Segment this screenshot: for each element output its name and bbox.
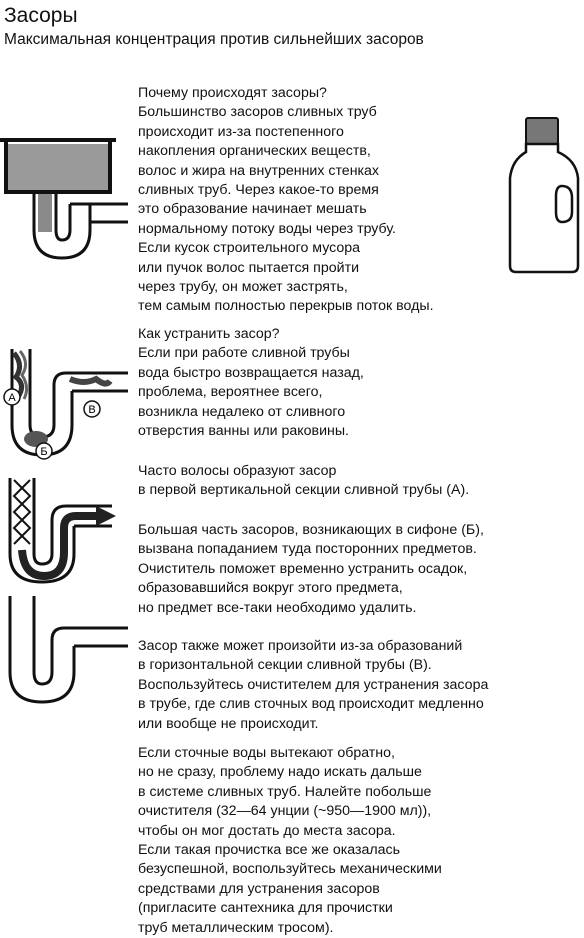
paragraph-line: Если такая прочистка все же оказалась [138,842,401,859]
paragraph-line: возникла недалеко от сливного [138,403,346,420]
paragraph-line: Большинство засоров сливных труб [138,104,377,121]
paragraph-line: Как устранить засор? [138,326,280,342]
paragraph-line: вызвана попаданием туда посторонних предметов. [138,541,477,558]
label-b: Б [40,446,48,458]
paragraph-line: это образование начинает мешать [138,201,367,218]
paragraph-line: накопления органических веществ, [138,143,371,160]
paragraph-line: но не сразу, проблему надо искать дальше [138,764,422,781]
paragraph-line: очистителя (32—64 унции (~950—1900 мл)), [138,803,432,820]
paragraph-line: чтобы он мог достать до места засора. [138,822,396,839]
cleaner-bottle-icon [506,116,582,276]
clogged-pipe-icon [0,345,128,463]
paragraph-hair-clog [138,462,469,501]
pipe-flow-icon [0,476,128,586]
paragraph-line: волос и жира на внутренних стенках [138,162,380,179]
paragraph-line: Если сточные воды вытекают обратно, [138,745,395,761]
paragraph-line: в системе сливных труб. Налейте побольше [138,783,432,800]
paragraph-line: отверстия ванны или раковины. [138,423,349,440]
paragraph-line: тем самым полностью перекрыв поток воды. [138,298,434,315]
paragraph-line: через трубу, он может застрять, [138,279,348,296]
paragraph-line: Если при работе сливной трубы [138,345,350,362]
paragraph-line: но предмет все-таки необходимо удалить. [138,599,417,616]
paragraph-line: происходит из-за постепенного [138,123,344,140]
paragraph-line: вода быстро возвращается назад, [138,364,364,381]
empty-pipe-icon [0,596,128,706]
paragraph-line: (пригласите сантехника для прочистки [138,900,393,917]
paragraph-line: в первой вертикальной секции сливной трубы (А). [138,482,470,499]
paragraph-line: Почему происходят засоры? [138,85,327,101]
paragraph-line: безуспешной, воспользуйтесь механическими [138,861,442,878]
paragraph-line: Если кусок строительного мусора [138,240,361,257]
paragraph-line: сливных труб. Через какое-то время [138,182,379,199]
label-v: В [88,404,96,416]
paragraph-horizontal-clog [138,637,488,734]
paragraph-line: средствами для устранения засоров [138,880,380,897]
page-subtitle: Максимальная концентрация против сильнейших засоров [4,31,424,48]
paragraph-line: в горизонтальной секции сливной трубы (В). [138,657,432,674]
paragraph-why-clogs [138,84,434,317]
paragraph-line: Большая часть засоров, возникающих в сифоне (Б), [138,522,484,538]
paragraph-line: Воспользуйтесь очистителем для устранения засора [138,676,489,693]
label-a: А [8,392,16,404]
paragraph-line: Часто волосы образуют засор [138,463,337,479]
paragraph-line: проблема, вероятнее всего, [138,384,323,401]
paragraph-line: труб металлическим тросом). [138,919,334,936]
paragraph-line: Засор также может произойти из-за образований [138,638,463,654]
page-title: Засоры [4,4,78,27]
sink-drain-icon [0,126,128,266]
paragraph-line: Очиститель поможет временно устранить осадок, [138,560,468,577]
paragraph-line: или пучок волос пытается пройти [138,259,359,276]
paragraph-line: нормальному потоку воды через трубу. [138,220,396,237]
paragraph-line: или вообще не происходит. [138,715,319,732]
paragraph-line: образовавшийся вокруг этого предмета, [138,580,403,597]
paragraph-how-fix [138,325,364,441]
paragraph-line: в трубе, где слив сточных вод происходит медленно [138,696,484,713]
paragraph-siphon-clog [138,521,484,618]
paragraph-further-clog [138,744,442,938]
